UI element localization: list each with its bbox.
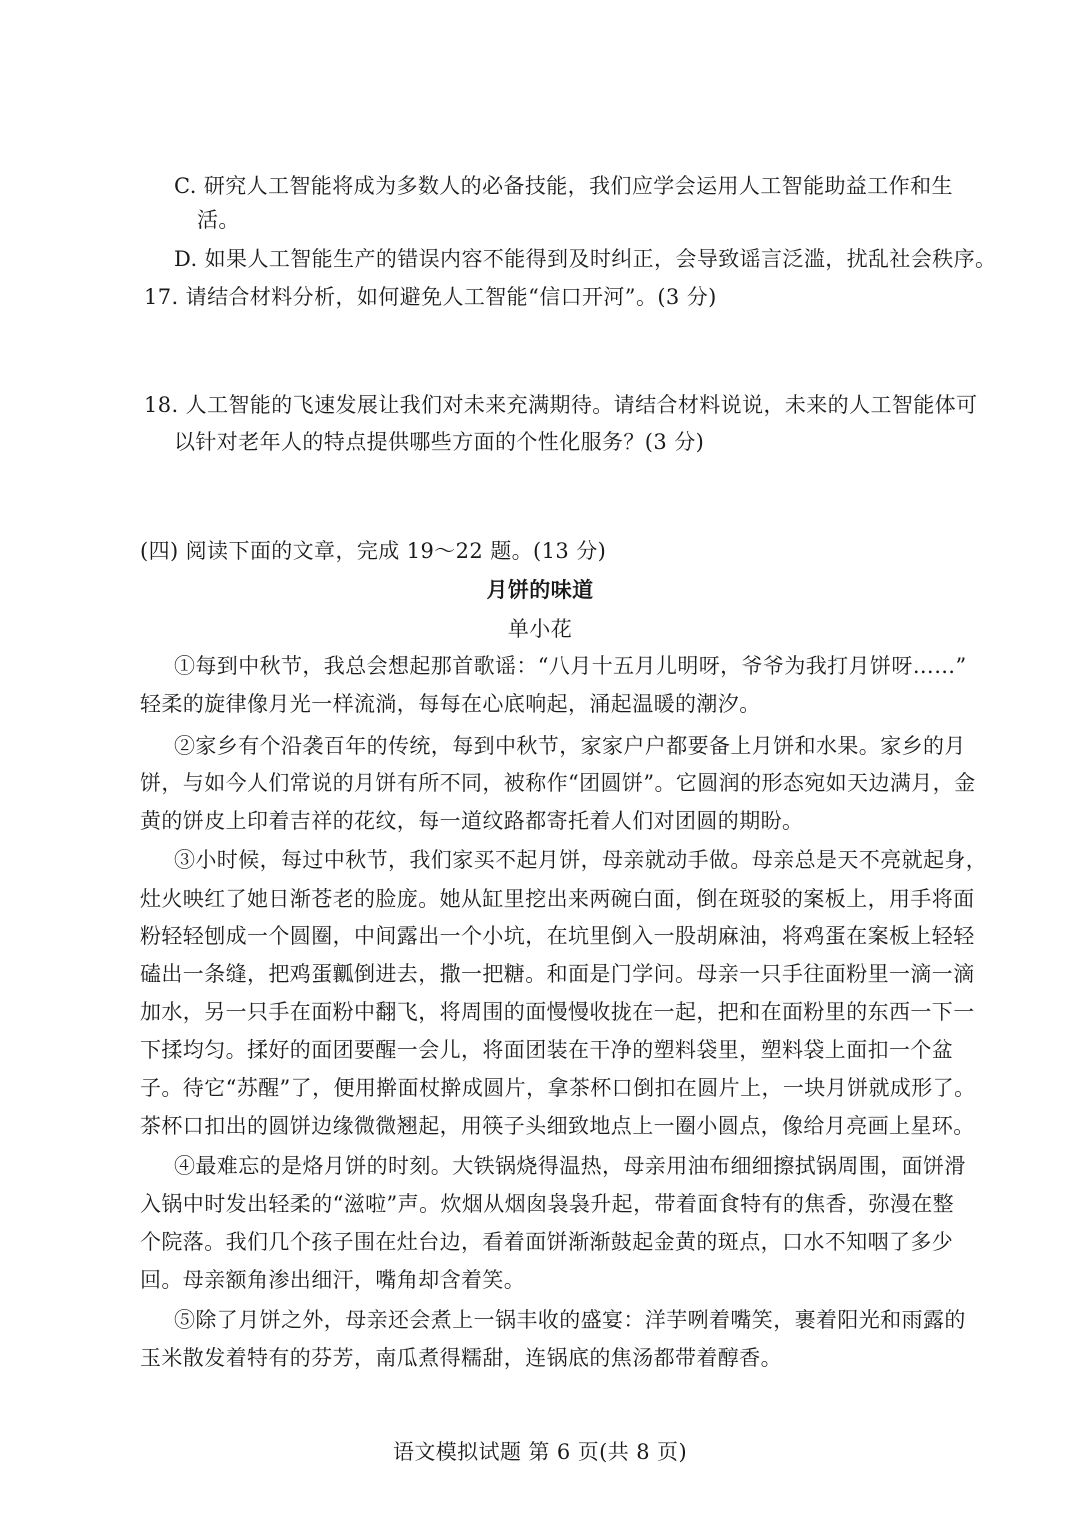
- paragraph-4-line-3: 个院落。我们几个孩子围在灶台边，看着面饼渐渐鼓起金黄的斑点，口水不知咽了多少: [140, 1230, 954, 1254]
- paragraph-2-line-2: 饼，与如今人们常说的月饼有所不同，被称作“团圆饼”。它圆润的形态宛如天边满月，金: [140, 771, 976, 795]
- paragraph-5-line-1: ⑤除了月饼之外，母亲还会煮上一锅丰收的盛宴：洋芋咧着嘴笑，裹着阳光和雨露的: [174, 1308, 966, 1332]
- option-c-line-1: C. 研究人工智能将成为多数人的必备技能，我们应学会运用人工智能助益工作和生: [174, 174, 953, 198]
- paragraph-2-line-3: 黄的饼皮上印着吉祥的花纹，每一道纹路都寄托着人们对团圆的期盼。: [140, 809, 804, 833]
- question-17: 17. 请结合材料分析，如何避免人工智能“信口开河”。(3 分): [144, 285, 717, 309]
- paragraph-5-line-2: 玉米散发着特有的芬芳，南瓜煮得糯甜，连锅底的焦汤都带着醇香。: [140, 1346, 782, 1370]
- page-footer: 语文模拟试题 第 6 页(共 8 页): [392, 1440, 688, 1464]
- paragraph-1-line-1: ①每到中秋节，我总会想起那首歌谣：“八月十五月儿明呀，爷爷为我打月饼呀……”: [174, 654, 967, 678]
- question-18-line-1: 18. 人工智能的飞速发展让我们对未来充满期待。请结合材料说说，未来的人工智能体可: [144, 393, 978, 417]
- paragraph-3-line-5: 加水，另一只手在面粉中翻飞，将周围的面慢慢收拢在一起，把和在面粉里的东西一下一: [140, 1000, 975, 1024]
- section-4-instruction: (四) 阅读下面的文章，完成 19～22 题。(13 分): [140, 539, 607, 563]
- paragraph-3-line-7: 子。待它“苏醒”了，便用擀面杖擀成圆片，拿茶杯口倒扣在圆片上，一块月饼就成形了。: [140, 1076, 976, 1100]
- question-18-line-2: 以针对老年人的特点提供哪些方面的个性化服务？(3 分): [174, 430, 705, 454]
- paragraph-3-line-3: 粉轻轻刨成一个圆圈，中间露出一个小坑，在坑里倒入一股胡麻油，将鸡蛋在案板上轻轻: [140, 924, 975, 948]
- paragraph-3-line-6: 下揉均匀。揉好的面团要醒一会儿，将面团装在干净的塑料袋里，塑料袋上面扣一个盆: [140, 1038, 954, 1062]
- article-title: 月饼的味道: [486, 578, 594, 602]
- paragraph-2-line-1: ②家乡有个沿袭百年的传统，每到中秋节，家家户户都要备上月饼和水果。家乡的月: [174, 734, 966, 758]
- paragraph-4-line-1: ④最难忘的是烙月饼的时刻。大铁锅烧得温热，母亲用油布细细擦拭锅周围，面饼滑: [174, 1154, 966, 1178]
- paragraph-3-line-2: 灶火映红了她日渐苍老的脸庞。她从缸里挖出来两碗白面，倒在斑驳的案板上，用手将面: [140, 887, 975, 911]
- paragraph-3-line-4: 磕出一条缝，把鸡蛋瓤倒进去，撒一把糖。和面是门学问。母亲一只手往面粉里一滴一滴: [140, 962, 975, 986]
- article-author: 单小花: [507, 617, 573, 641]
- option-d-line-1: D. 如果人工智能生产的错误内容不能得到及时纠正，会导致谣言泛滥，扰乱社会秩序。: [174, 247, 997, 271]
- paragraph-4-line-2: 入锅中时发出轻柔的“滋啦”声。炊烟从烟囱袅袅升起，带着面食特有的焦香，弥漫在整: [140, 1192, 955, 1216]
- option-c-line-2: 活。: [197, 208, 240, 232]
- paragraph-4-line-4: 回。母亲额角渗出细汗，嘴角却含着笑。: [140, 1268, 526, 1292]
- paragraph-3-line-8: 茶杯口扣出的圆饼边缘微微翘起，用筷子头细致地点上一圈小圆点，像给月亮画上星环。: [140, 1114, 975, 1138]
- paragraph-1-line-2: 轻柔的旋律像月光一样流淌，每每在心底响起，涌起温暖的潮汐。: [140, 692, 761, 716]
- paragraph-3-line-1: ③小时候，每过中秋节，我们家买不起月饼，母亲就动手做。母亲总是天不亮就起身，: [174, 848, 988, 872]
